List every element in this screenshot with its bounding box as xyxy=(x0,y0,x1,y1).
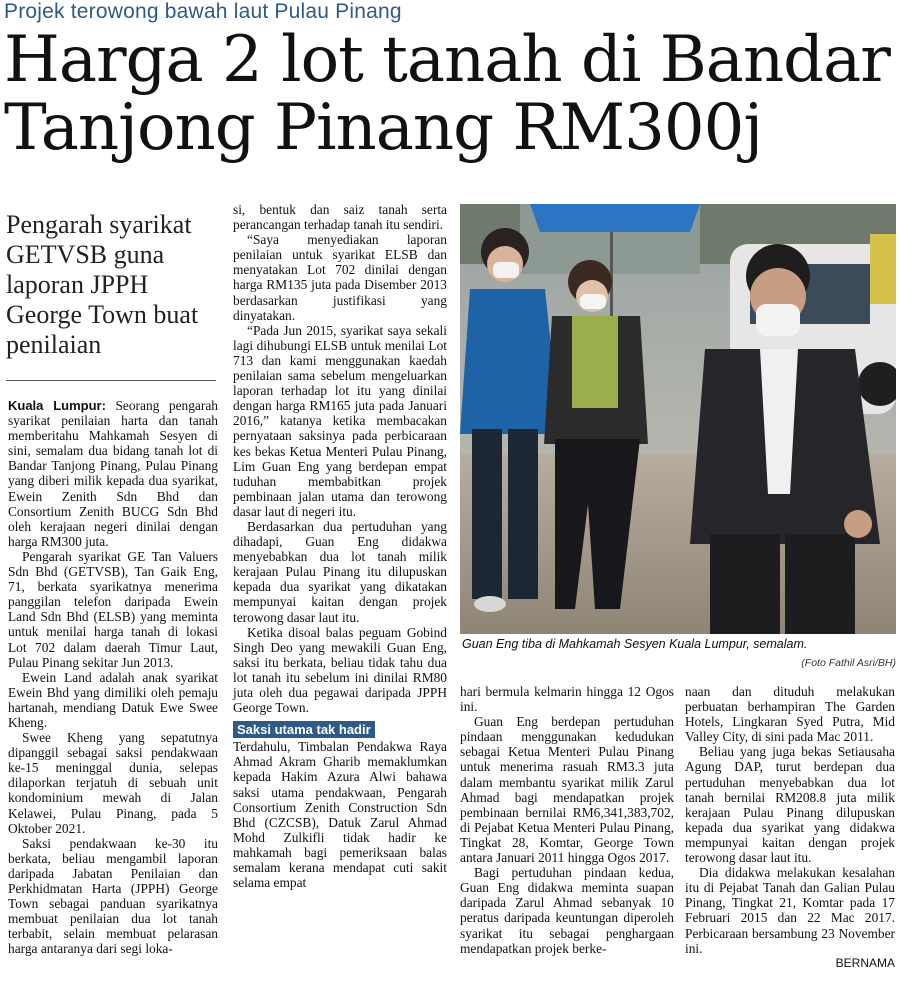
paragraph: Ketika disoal balas peguam Gobind Singh Deo yang mewakili Guan Eng, saksi itu berkata, beliau tidak tahu dua lot tanah itu sebelum ini dinilai RM80 juta oleh dua pegawai daripada JPPH George Town. xyxy=(233,624,447,716)
paragraph: naan dan dituduh melakukan perbuatan berhampiran The Garden Hotels, Lingkaran Syed Putra, Mid Valley City, di sini pada Mac 2011. xyxy=(685,684,895,745)
paragraph: hari bermula kelmarin hingga 12 Ogos ini. xyxy=(460,684,674,715)
paragraph: Beliau yang juga bekas Setiausaha Agung DAP, turut berdepan dua pertuduhan menyebabkan dua lot tanah bernilai RM208.8 juta milik kerajaan Pulau Pinang dilupuskan kepada dua syarikat yang didakwa mempunyai kaitan dengan projek terowong dasar laut itu. xyxy=(685,744,895,866)
byline: BERNAMA xyxy=(835,955,895,970)
paragraph: si, bentuk dan saiz tanah serta perancangan terhadap tanah itu sendiri. xyxy=(233,202,447,233)
dateline: Kuala Lumpur: xyxy=(8,398,106,413)
paragraph: Dia didakwa melakukan kesalahan itu di Pejabat Tanah dan Galian Pulau Pinang, Tingkat 21, Komtar pada 17 Februari 2015 dan 22 Mac 2017. Perbicaraan bersambung 23 November ini. xyxy=(685,865,895,956)
paragraph: Ewein Land adalah anak syarikat Ewein Bhd yang dimiliki oleh pemaju hartanah, mendiang Datuk Ewe Swee Kheng. xyxy=(8,669,218,730)
article-column-4 xyxy=(685,684,895,971)
paragraph: “Saya menyediakan laporan penilaian untuk syarikat ELSB dan menyatakan Lot 702 dinilai dengan harga RM135 juta pada Disember 2013 berdasarkan justifikasi yang dinyatakan. xyxy=(233,232,447,323)
deck: Pengarah syarikat GETVSB guna laporan JPPH George Town buat penilaian xyxy=(6,210,199,359)
article-column-2 xyxy=(233,202,447,890)
article-column-1 xyxy=(8,398,218,956)
news-photo xyxy=(460,204,896,634)
paragraph: Swee Kheng yang sepatutnya dipanggil sebagai saksi pendakwaan ke-15 meninggal dunia, selepas dilaporkan terjatuh di sebuah unit kondominium mewah di Jalan Kelawei, Pulau Pinang, pada 5 Oktober 2021. xyxy=(8,730,218,836)
headline: Harga 2 lot tanah di Bandar Tanjong Pinang RM300j xyxy=(4,23,890,165)
paragraph: Bagi pertuduhan pindaan kedua, Guan Eng didakwa meminta suapan daripada Zarul Ahmad sebanyak 10 peratus daripada keuntungan diperoleh syarikat itu sebagai penghargaan mendapatkan projek berke- xyxy=(460,865,674,956)
paragraph: Guan Eng berdepan pertuduhan pindaan menggunakan kedudukan sebagai Ketua Menteri Pulau Pinang untuk menerima rasuah RM3.3 juta dalam membantu syarikat milik Zarul Ahmad bagi mendapatkan projek pembinaan bernilai RM6,341,383,702, di Pejabat Ketua Menteri Pulau Pinang, Tingkat 28, Komtar, George Town antara Januari 2011 hingga Ogos 2017. xyxy=(460,714,674,866)
photo-credit: (Foto Fathil Asri/BH) xyxy=(801,657,896,669)
subheading: Saksi utama tak hadir xyxy=(233,721,375,738)
photo-caption: Guan Eng tiba di Mahkamah Sesyen Kuala Lumpur, semalam. xyxy=(462,637,808,651)
deck-divider xyxy=(6,380,216,381)
paragraph: Terdahulu, Timbalan Pendakwa Raya Ahmad Akram Gharib memaklumkan kepada Hakim Azura Alwi bahawa saksi utama pendakwaan, Pengarah Consortium Zenith Construction Sdn Bhd (CZCSB), Datuk Zarul Ahmad Mohd Zulkifli tidak hadir ke mahkamah bagi pemeriksaan balas semalam kerana mendapat cuti sakit selama empat xyxy=(233,739,447,891)
paragraph: Pengarah syarikat GE Tan Valuers Sdn Bhd (GETVSB), Tan Gaik Eng, 71, berkata syarikatnya menerima panggilan telefon daripada Ewein Land Sdn Bhd (ELSB) yang meminta untuk menilai harga tanah di lokasi Lot 702 dalam daerah Timur Laut, Pulau Pinang sekitar Jun 2013. xyxy=(8,548,218,670)
paragraph: “Pada Jun 2015, syarikat saya sekali lagi dihubungi ELSB untuk menilai Lot 713 dan kami menggunakan kaedah penilaian sama sebelum mengeluarkan laporan terhadap lot itu yang dinilai dengan harga RM165 juta pada Januari 2016,” katanya ketika membacakan pernyataan saksinya pada perbicaraan kes bekas Ketua Menteri Pulau Pinang, Lim Guan Eng yang berdepan empat tuduhan membabitkan projek pembinaan jalan utama dan terowong dasar laut di negeri itu. xyxy=(233,322,447,519)
article-column-3 xyxy=(460,684,674,956)
photo-illustration xyxy=(460,204,896,634)
paragraph: Berdasarkan dua pertuduhan yang dihadapi, Guan Eng didakwa menyebabkan dua lot tanah milik kerajaan Pulau Pinang itu dilupuskan kepada dua syarikat yang dikatakan mempunyai kaitan dengan projek terowong dasar laut itu. xyxy=(233,518,447,625)
paragraph: Seorang pengarah syarikat penilaian harta dan tanah memberitahu Mahkamah Sesyen di sini, semalam dua bidang tanah lot di Bandar Tanjong Pinang, Pulau Pinang yang diberi milik kepada dua syarikat, Ewein Zenith Sdn Bhd dan Consortium Zenith BUCG Sdn Bhd oleh kerajaan negeri dinilai dengan harga RM300 juta. xyxy=(8,398,218,549)
paragraph: Saksi pendakwaan ke-30 itu berkata, beliau mengambil laporan daripada Jabatan Penilaian dan Perkhidmatan Harta (JPPH) George Town sebagai panduan syarikatnya membuat penilaian dua lot tanah terbabit, selain membuat pelarasan harga antaranya dari segi loka- xyxy=(8,835,218,957)
kicker: Projek terowong bawah laut Pulau Pinang xyxy=(4,0,402,23)
